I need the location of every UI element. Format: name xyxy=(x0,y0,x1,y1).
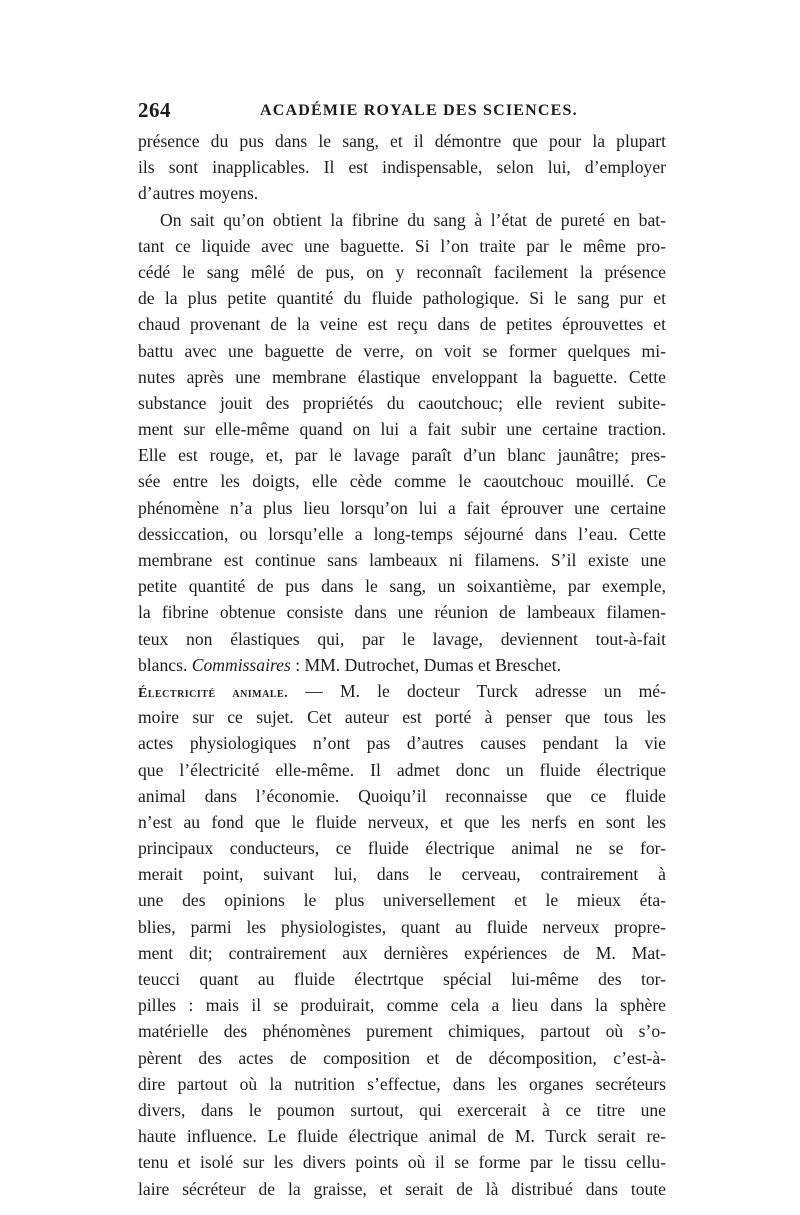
text-line: membrane est continue sans lambeaux ni filamens. S’il existe une xyxy=(138,550,666,570)
text-line: de la plus petite quantité du fluide pathologique. Si le sang pur et xyxy=(138,288,666,309)
text-line: merait point, suivant lui, dans le cerveau, contrairement à xyxy=(138,864,666,885)
text-line: laire sécréteur de la graisse, et serait de là distribué dans toute xyxy=(138,1178,666,1199)
text-line: teucci quant au fluide électrtque spécial lui-même des tor- xyxy=(138,969,666,989)
text-line: animal dans l’économie. Quoiqu’il reconnaisse que ce fluide xyxy=(138,785,666,806)
commissaires-label: Commissaires xyxy=(191,654,291,675)
section-heading: Électricité animale. xyxy=(138,685,289,701)
text-line: blies, parmi les physiologistes, quant au fluide nerveux propre- xyxy=(138,916,666,937)
text-line: ils sont inapplicables. Il est indispensable, selon lui, d’employer xyxy=(138,157,666,178)
text-line: dessiccation, ou lorsqu’elle a long-temps séjourné dans l’eau. Cette xyxy=(138,523,666,544)
text-line: d’autres moyens. xyxy=(138,183,259,204)
text-line: n’est au fond que le fluide nerveux, et que les nerfs en sont les xyxy=(138,811,666,832)
text-line: principaux conducteurs, ce fluide électrique animal ne se for- xyxy=(138,838,666,859)
text-line: dire partout où la nutrition s’effectue, dans les organes secréteurs xyxy=(138,1073,666,1094)
body-text xyxy=(138,128,666,1202)
text-line: ment dit; contrairement aux dernières expériences de M. Mat- xyxy=(138,942,666,963)
running-head: ACADÉMIE ROYALE DES SCIENCES. xyxy=(260,102,578,119)
text-line: moire sur ce sujet. Cet auteur est porté à penser que tous les xyxy=(138,707,666,728)
text-line: pèrent des actes de composition et de décomposition, c’est-à- xyxy=(138,1047,666,1068)
text-line: matérielle des phénomènes purement chimiques, partout où s’o- xyxy=(138,1021,666,1042)
text-line: teux non élastiques qui, par le lavage, deviennent tout-à-fait xyxy=(138,628,666,649)
text-line: une des opinions le plus universellement et le mieux éta- xyxy=(138,890,666,911)
text-line: la fibrine obtenue consiste dans une réunion de lambeaux filamen- xyxy=(138,602,666,623)
text-line: actes physiologiques n’ont pas d’autres causes pendant la vie xyxy=(138,733,666,754)
page xyxy=(138,96,666,1202)
text-line: Elle est rouge, et, par le lavage paraît d’un blanc jaunâtre; pres- xyxy=(138,445,666,466)
text-line: chaud provenant de la veine est reçu dans de petites éprouvettes et xyxy=(138,314,666,335)
text-line: sée entre les doigts, elle cède comme le caoutchouc mouillé. Ce xyxy=(138,471,666,492)
text-line: pilles : mais il se produirait, comme cela a lieu dans la sphère xyxy=(138,995,666,1016)
text-line: divers, dans le poumon surtout, qui exercerait à ce titre une xyxy=(138,1099,666,1120)
text-line: petite quantité de pus dans le sang, un soixantième, par exemple, xyxy=(138,576,666,597)
text-line: cédé le sang mêlé de pus, on y reconnaît facilement la présence xyxy=(138,261,666,282)
text-line: ment sur elle-même quand on lui a fait subir une certaine traction. xyxy=(138,419,666,440)
text-line: haute influence. Le fluide électrique animal de M. Turck serait re- xyxy=(138,1126,666,1147)
text-line: tant ce liquide avec une baguette. Si l’on traite par le même pro- xyxy=(138,235,666,256)
page-header xyxy=(138,96,666,128)
section-heading-line xyxy=(138,678,666,704)
text-line: tenu et isolé sur les divers points où il se forme par le tissu cellu- xyxy=(138,1152,666,1173)
text-line: que l’électricité elle-même. Il admet donc un fluide électrique xyxy=(138,759,666,780)
commission-members: : MM. Dutrochet, Dumas et Breschet. xyxy=(290,654,562,675)
commission-line-start: blancs. xyxy=(138,654,192,675)
text-line: nutes après une membrane élastique enveloppant la baguette. Cette xyxy=(138,366,666,387)
text-line: substance jouit des propriétés du caoutchouc; elle revient subite- xyxy=(138,392,666,413)
page-number: 264 xyxy=(138,98,171,122)
text-line: phénomène n’a plus lieu lorsqu’on lui a fait éprouver une certaine xyxy=(138,497,666,518)
section-heading-continuation: — M. le docteur Turck adresse un mé- xyxy=(288,680,666,701)
commission-line xyxy=(138,652,666,678)
text-line: On sait qu’on obtient la fibrine du sang à l’état de pureté en bat- xyxy=(160,209,666,230)
text-line: battu avec une baguette de verre, on voit se former quelques mi- xyxy=(138,340,666,361)
text-line: présence du pus dans le sang, et il démontre que pour la plupart xyxy=(138,131,666,151)
